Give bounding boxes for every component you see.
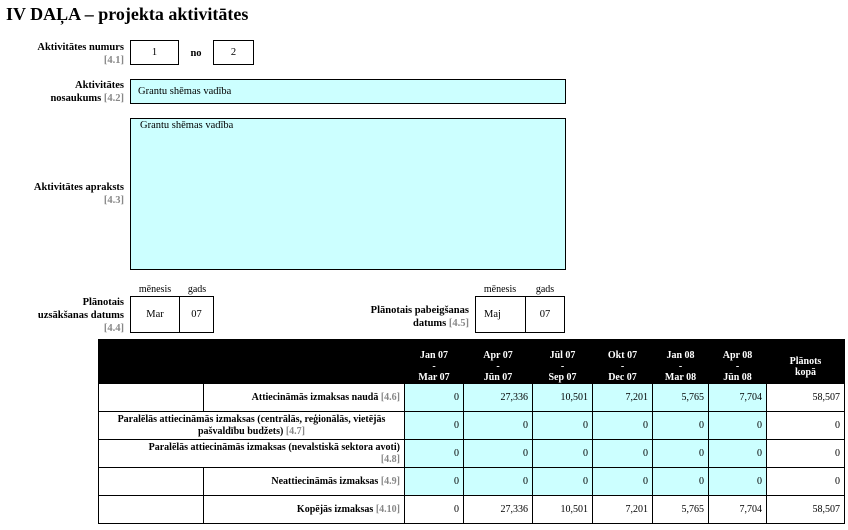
ref-4-5: [4.5] bbox=[448, 318, 469, 329]
total-cell: 5,765 bbox=[653, 496, 709, 524]
total-cell: 7,704 bbox=[709, 496, 767, 524]
of-label: no bbox=[190, 48, 202, 59]
row-label: Paralēlās attiecināmās izmaksas (centrālās, reģionālās, vietējās pašvaldību budžets) [4.7] bbox=[99, 412, 405, 440]
page-title: IV DAĻA – projekta aktivitātes bbox=[6, 4, 249, 24]
start-month-header: mēnesis bbox=[138, 284, 172, 295]
total-header: Plānots kopā bbox=[767, 340, 845, 384]
activity-name-field[interactable]: Grantu shēmas vadība bbox=[130, 79, 566, 104]
period-header: Apr 08 - Jūn 08 bbox=[709, 340, 767, 384]
total-cell: 0 bbox=[405, 496, 464, 524]
cost-cell[interactable]: 0 bbox=[709, 468, 767, 496]
table-row bbox=[99, 496, 845, 524]
cost-cell[interactable]: 0 bbox=[533, 468, 593, 496]
cost-cell[interactable]: 0 bbox=[405, 440, 464, 468]
cost-cell[interactable]: 0 bbox=[653, 412, 709, 440]
table-row bbox=[99, 412, 845, 440]
table-row bbox=[99, 468, 845, 496]
total-cell: 7,201 bbox=[593, 496, 653, 524]
cost-cell[interactable]: 27,336 bbox=[464, 384, 533, 412]
period-header: Jan 08 - Mar 08 bbox=[653, 340, 709, 384]
period-header: Jan 07 - Mar 07 bbox=[405, 340, 464, 384]
end-date-label: Plānotais pabeigšanas datums [4.5] bbox=[370, 305, 469, 329]
cost-cell[interactable]: 0 bbox=[709, 440, 767, 468]
row-label: Neattiecināmās izmaksas [4.9] bbox=[204, 468, 405, 496]
cost-cell[interactable]: 0 bbox=[593, 412, 653, 440]
total-cell: 27,336 bbox=[464, 496, 533, 524]
total-cell: 0 bbox=[767, 440, 845, 468]
ref-4-3: [4.3] bbox=[103, 195, 124, 206]
row-label: Attiecināmās izmaksas naudā [4.6] bbox=[204, 384, 405, 412]
header-blank bbox=[99, 340, 405, 384]
end-month-field[interactable]: Maj bbox=[475, 296, 526, 333]
row-spacer bbox=[99, 384, 204, 412]
ref-4-4: [4.4] bbox=[103, 323, 124, 334]
start-year-header: gads bbox=[187, 284, 207, 295]
row-label: Paralēlās attiecināmās izmaksas (nevalstiskā sektora avoti) [4.8] bbox=[99, 440, 405, 468]
cost-cell[interactable]: 10,501 bbox=[533, 384, 593, 412]
cost-cell[interactable]: 0 bbox=[653, 468, 709, 496]
activity-number-label: Aktivitātes numurs [4.1] bbox=[37, 42, 124, 66]
cost-cell[interactable]: 0 bbox=[593, 440, 653, 468]
period-header-row bbox=[99, 340, 845, 384]
cost-cell[interactable]: 0 bbox=[464, 412, 533, 440]
period-header: Okt 07 - Dec 07 bbox=[593, 340, 653, 384]
cost-cell[interactable]: 0 bbox=[405, 412, 464, 440]
total-cell: 10,501 bbox=[533, 496, 593, 524]
activity-name-label: Aktivitātes nosaukums [4.2] bbox=[50, 80, 124, 104]
row-spacer bbox=[99, 468, 204, 496]
total-cell: 0 bbox=[767, 468, 845, 496]
table-row bbox=[99, 384, 845, 412]
cost-cell[interactable]: 7,704 bbox=[709, 384, 767, 412]
total-cell: 58,507 bbox=[767, 496, 845, 524]
activity-number-field[interactable]: 1 bbox=[130, 40, 179, 65]
cost-cell[interactable]: 0 bbox=[405, 384, 464, 412]
cost-cell[interactable]: 7,201 bbox=[593, 384, 653, 412]
ref-4-1: [4.1] bbox=[103, 55, 124, 66]
end-year-header: gads bbox=[535, 284, 555, 295]
cost-cell[interactable]: 0 bbox=[464, 468, 533, 496]
ref-4-2: [4.2] bbox=[103, 93, 124, 104]
cost-cell[interactable]: 0 bbox=[653, 440, 709, 468]
cost-cell[interactable]: 0 bbox=[464, 440, 533, 468]
total-cell: 0 bbox=[767, 412, 845, 440]
activity-total-field[interactable]: 2 bbox=[213, 40, 254, 65]
end-year-field[interactable]: 07 bbox=[525, 296, 565, 333]
period-header: Jūl 07 - Sep 07 bbox=[533, 340, 593, 384]
start-month-field[interactable]: Mar bbox=[130, 296, 180, 333]
cost-cell[interactable]: 0 bbox=[709, 412, 767, 440]
activity-description-label: Aktivitātes apraksts [4.3] bbox=[33, 182, 124, 206]
row-label: Kopējās izmaksas [4.10] bbox=[204, 496, 405, 524]
cost-cell[interactable]: 5,765 bbox=[653, 384, 709, 412]
start-date-label: Plānotais uzsākšanas datums [4.4] bbox=[37, 297, 124, 334]
table-row bbox=[99, 440, 845, 468]
cost-cell[interactable]: 0 bbox=[405, 468, 464, 496]
cost-cell[interactable]: 0 bbox=[533, 412, 593, 440]
activity-description-field[interactable]: Grantu shēmas vadība bbox=[130, 118, 566, 270]
end-month-header: mēnesis bbox=[483, 284, 517, 295]
cost-cell[interactable]: 0 bbox=[533, 440, 593, 468]
total-cell: 58,507 bbox=[767, 384, 845, 412]
period-header: Apr 07 - Jūn 07 bbox=[464, 340, 533, 384]
cost-cell[interactable]: 0 bbox=[593, 468, 653, 496]
start-year-field[interactable]: 07 bbox=[179, 296, 214, 333]
costs-table bbox=[98, 339, 845, 524]
row-spacer bbox=[99, 496, 204, 524]
